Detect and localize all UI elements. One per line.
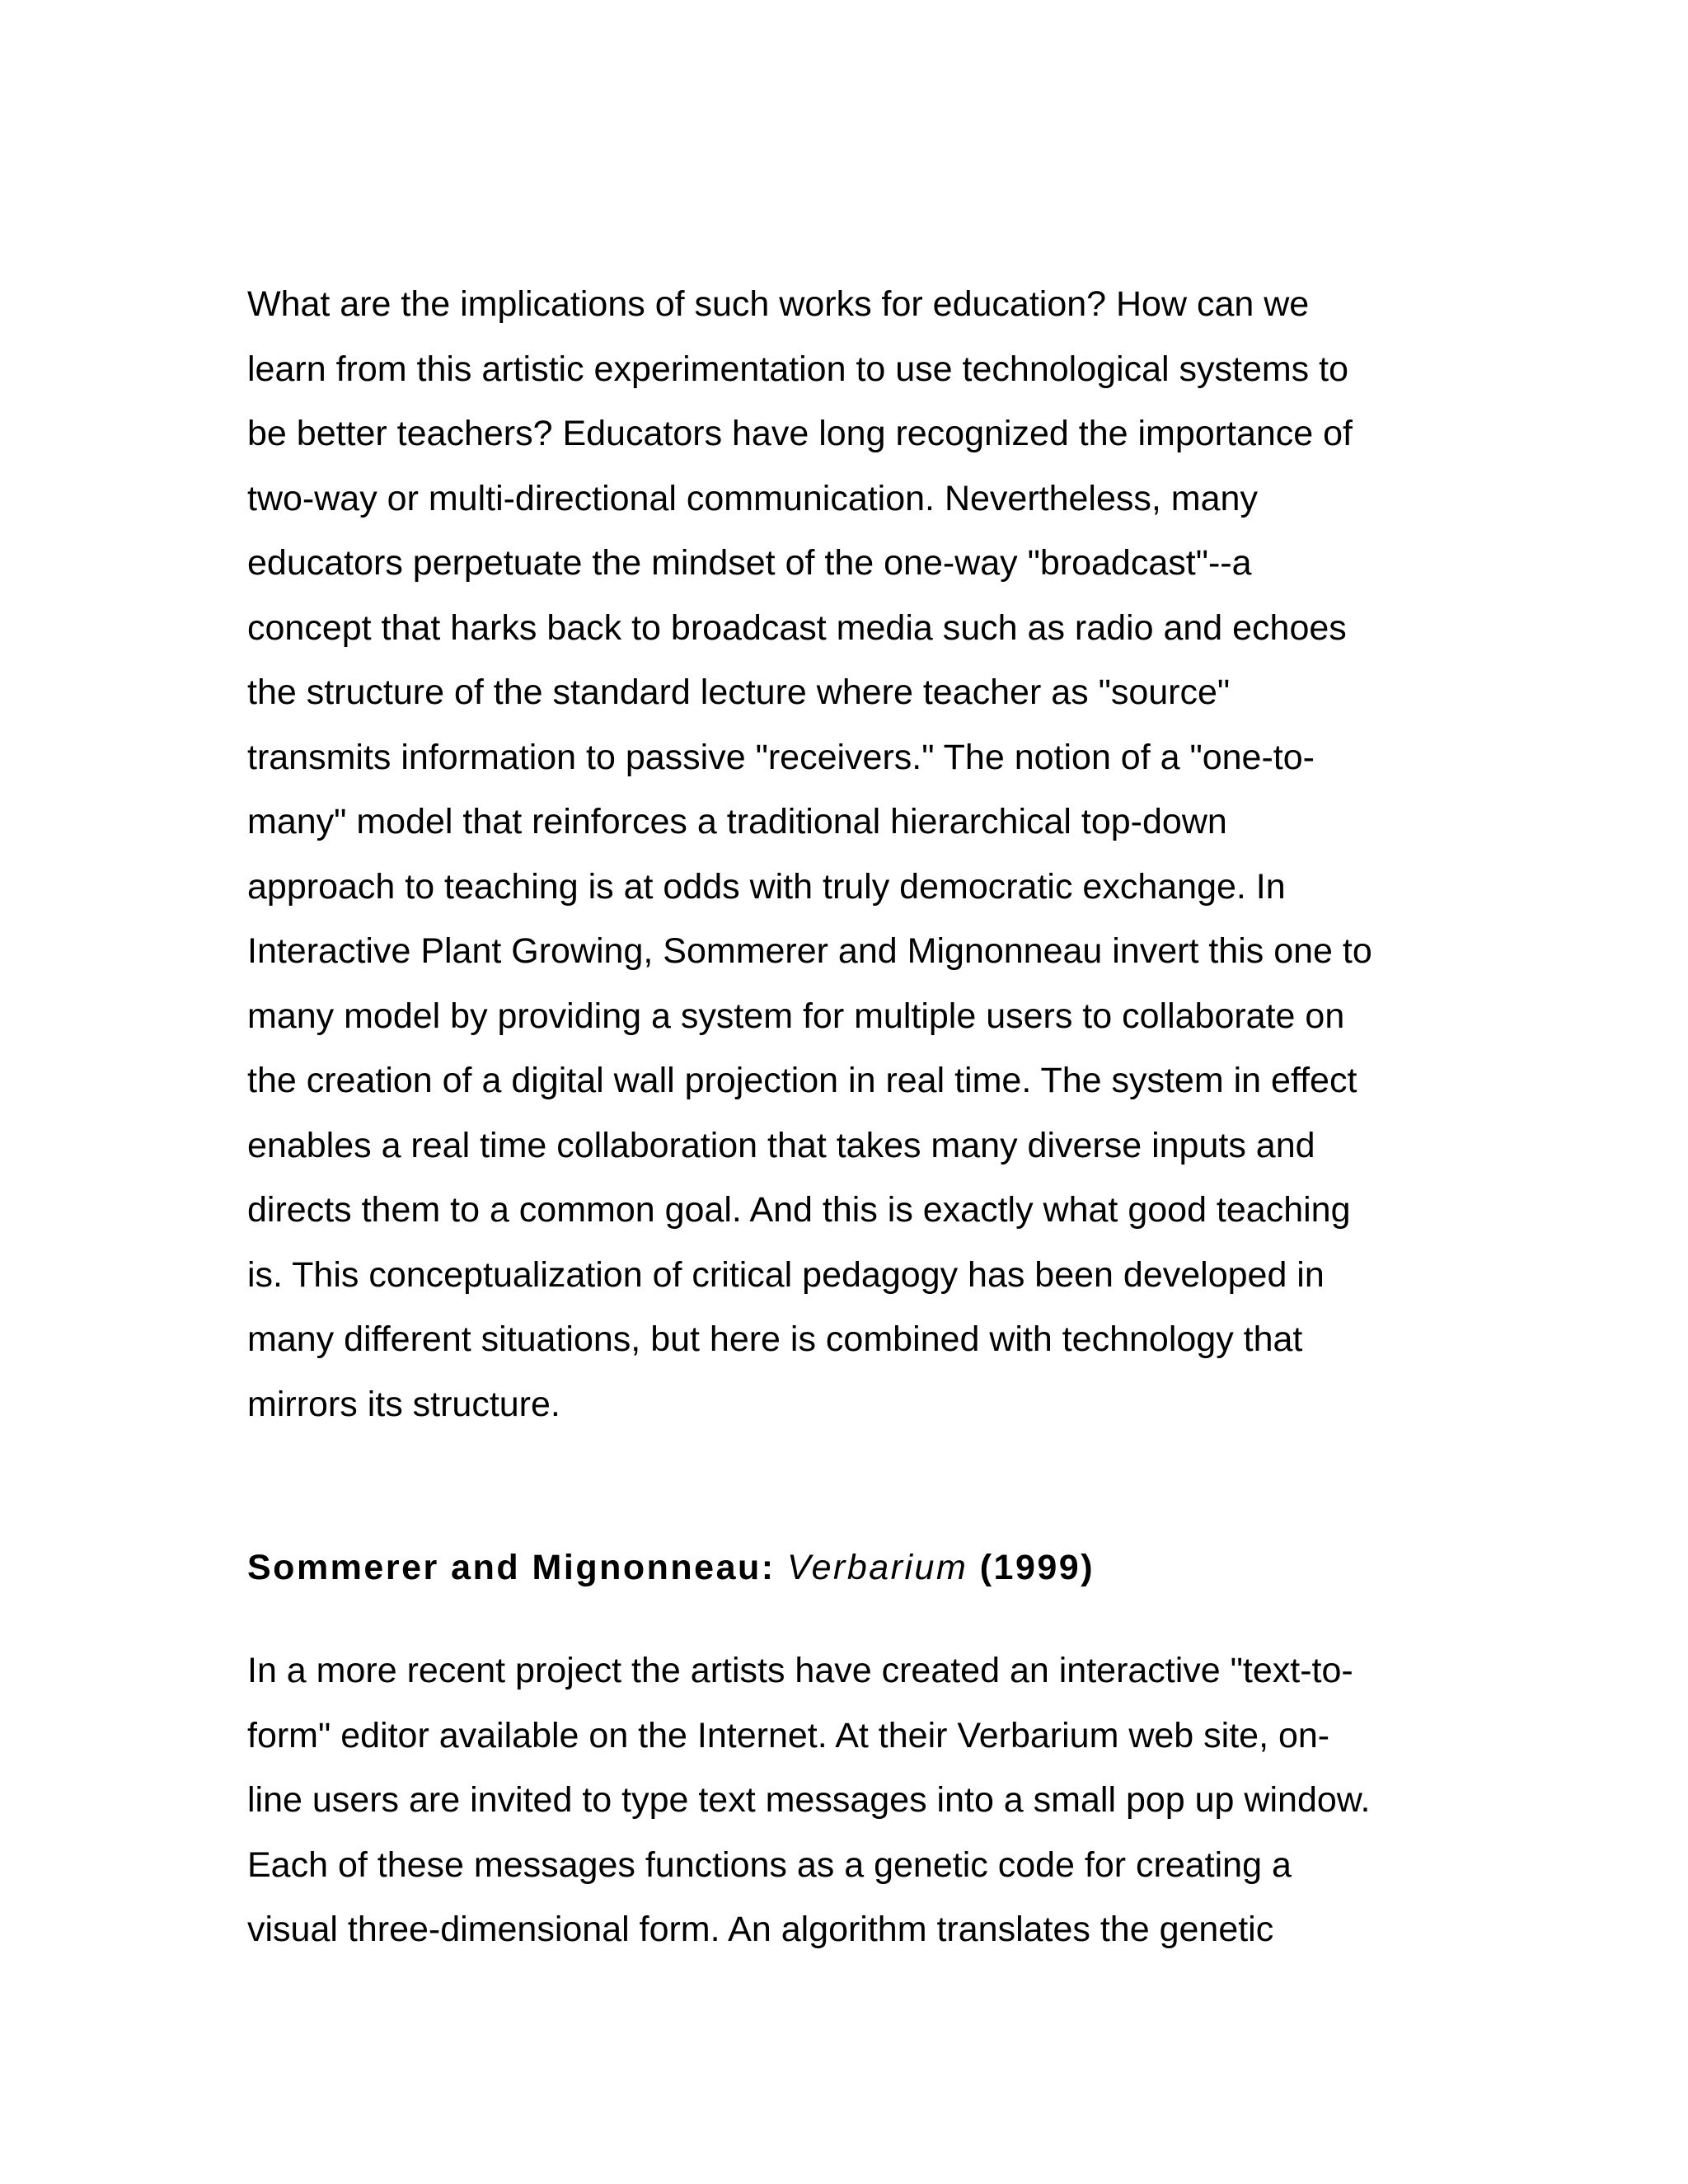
text-line: approach to teaching is at odds with truly democratic exchange. In	[247, 866, 1286, 907]
text-line: concept that harks back to broadcast media such as radio and echoes	[247, 607, 1347, 648]
text-line: many" model that reinforces a traditional hierarchical top-down	[247, 802, 1227, 841]
text-line: the creation of a digital wall projection in real time. The system in effect	[247, 1061, 1357, 1100]
text-line: learn from this artistic experimentation to use technological systems to	[247, 349, 1348, 389]
section-heading	[247, 1543, 1095, 1592]
paragraph-verbarium	[247, 1638, 1451, 1962]
text-line: form" editor available on the Internet. At their Verbarium web site, on-	[247, 1715, 1330, 1755]
text-line: directs them to a common goal. And this is exactly what good teaching	[247, 1190, 1351, 1230]
paragraph-education-implications	[247, 272, 1451, 1436]
text-line: educators perpetuate the mindset of the one-way "broadcast"--a	[247, 543, 1252, 583]
text-line: In a more recent project the artists have created an interactive "text-to-	[247, 1651, 1353, 1690]
heading-prefix: Sommerer and Mignonneau:	[247, 1548, 788, 1587]
text-line: transmits information to passive "receivers." The notion of a "one-to-	[247, 737, 1315, 777]
text-line: enables a real time collaboration that takes many diverse inputs and	[247, 1125, 1315, 1165]
text-line: Each of these messages functions as a genetic code for creating a	[247, 1844, 1292, 1885]
text-line: mirrors its structure.	[247, 1384, 560, 1424]
text-line: Interactive Plant Growing, Sommerer and Mignonneau invert this one to	[247, 931, 1372, 971]
heading-year: (1999)	[968, 1548, 1095, 1587]
text-line: the structure of the standard lecture where teacher as "source"	[247, 673, 1231, 712]
text-line: is. This conceptualization of critical pedagogy has been developed in	[247, 1254, 1325, 1295]
text-line: many model by providing a system for multiple users to collaborate on	[247, 996, 1345, 1036]
heading-work-title: Verbarium	[787, 1548, 968, 1587]
text-line: line users are invited to type text messages into a small pop up window.	[247, 1780, 1371, 1820]
text-line: visual three-dimensional form. An algorithm translates the genetic	[247, 1910, 1274, 1949]
text-line: What are the implications of such works for education? How can we	[247, 284, 1310, 324]
text-line: many different situations, but here is combined with technology that	[247, 1319, 1303, 1359]
text-line: be better teachers? Educators have long recognized the importance of	[247, 414, 1353, 453]
text-line: two-way or multi-directional communication. Nevertheless, many	[247, 478, 1258, 518]
